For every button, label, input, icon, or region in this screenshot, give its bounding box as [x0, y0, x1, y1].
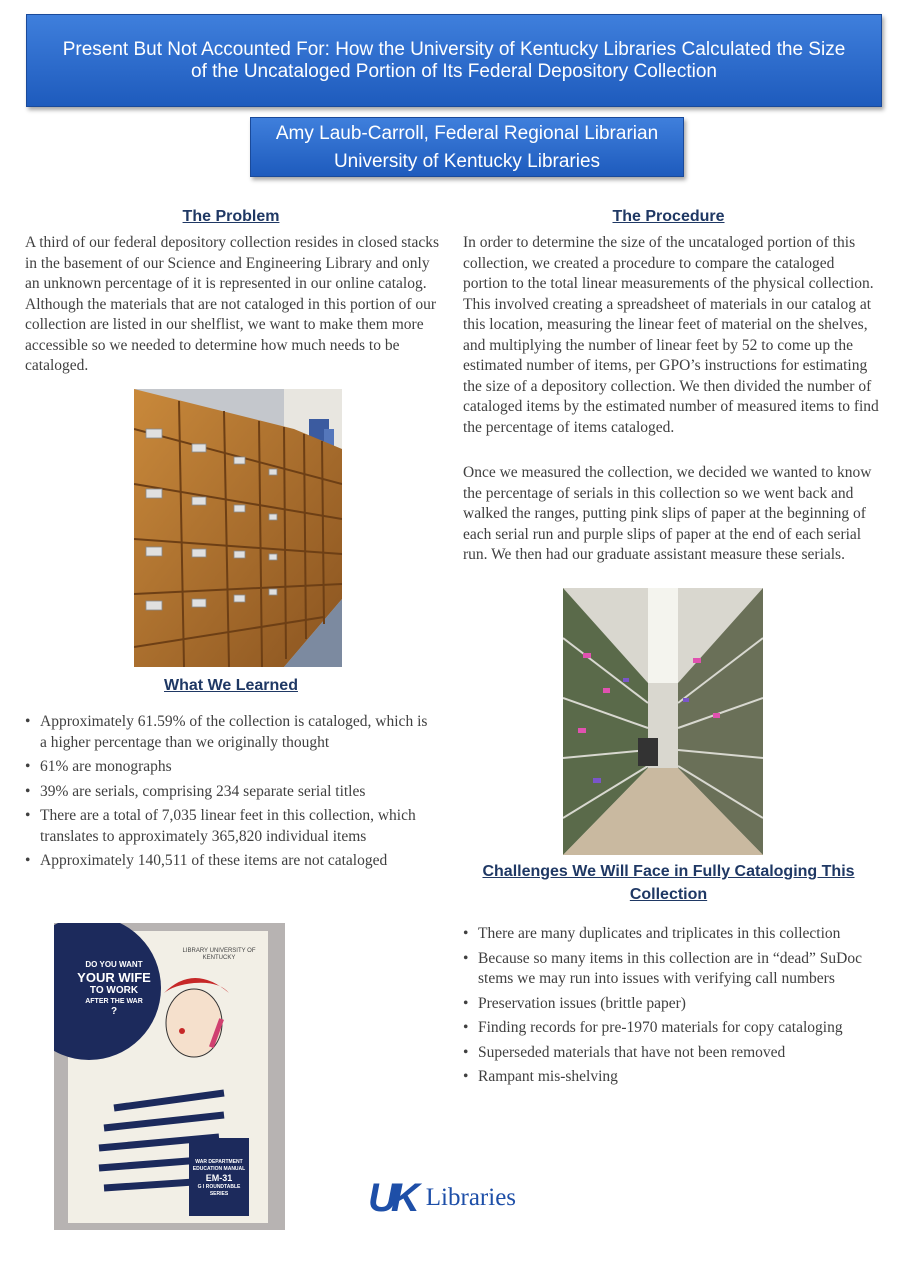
poster-title: Present But Not Accounted For: How the University of Kentucky Libraries Calculated the Size of the Uncataloged Portion of Its Federal Depository Collection	[62, 38, 846, 82]
author-box	[250, 117, 684, 177]
author-name: Amy Laub-Carroll, Federal Regional Librarian	[275, 123, 659, 144]
list-item: • 39% are serials, comprising 234 separate serial titles	[25, 782, 435, 803]
list-item: • There are many duplicates and triplicates in this collection	[463, 924, 873, 945]
pamphlet-manual-label: WAR DEPARTMENT EDUCATION MANUAL EM-31 G I ROUNDTABLE SERIES	[192, 1159, 246, 1197]
uk-logo-mark: UK	[368, 1175, 414, 1220]
list-item: • Superseded materials that have not been removed	[463, 1043, 873, 1064]
list-item: • 61% are monographs	[25, 757, 435, 778]
uk-libraries-logo	[368, 1176, 516, 1220]
procedure-heading: The Procedure	[612, 208, 725, 225]
procedure-text-1: In order to determine the size of the uncataloged portion of this collection, we created a procedure to compare the cataloged portion to the total linear measurements of the physical collection. This involved creating a spreadsheet of materials in our catalog at this location, measuring the linear feet of material on the shelves, and multiplying the number of linear feet by 52 to come up the estimated number of items, per GPO’s instructions for estimating the size of a depository collection. We then divided the number of cataloged items by the estimated number of measured items to find the percentage of items cataloged.	[463, 234, 879, 436]
learned-list	[25, 712, 435, 876]
list-item: • Because so many items in this collection are in “dead” SuDoc stems we may run into issues with verifying call numbers	[463, 949, 873, 990]
library-stacks-photo	[563, 588, 763, 855]
procedure-text-2: Once we measured the collection, we decided we wanted to know the percentage of serials in this collection so we went back and walked the ranges, putting pink slips of paper at the beginning of each serial run and purple slips of paper at the end of each serial run. We then had our graduate assistant measure these serials.	[463, 464, 872, 563]
list-item: • Finding records for pre-1970 materials for copy cataloging	[463, 1018, 873, 1039]
card-catalog-photo	[134, 389, 342, 667]
list-item: • Approximately 140,511 of these items are not cataloged	[25, 851, 435, 872]
list-item: • Rampant mis-shelving	[463, 1067, 873, 1088]
learned-heading: What We Learned	[164, 677, 298, 694]
list-item: • Approximately 61.59% of the collection is cataloged, which is a higher percentage than we originally thought	[25, 712, 435, 753]
list-item: • Preservation issues (brittle paper)	[463, 994, 873, 1015]
uk-logo-text: Libraries	[425, 1184, 517, 1211]
challenges-heading: Challenges We Will Face in Fully Cataloging This Collection	[482, 863, 855, 903]
pamphlet-library-label: LIBRARY UNIVERSITY OF KENTUCKY	[182, 948, 256, 961]
problem-text: A third of our federal depository collection resides in closed stacks in the basement of our Science and Engineering Library and only an unknown percentage of it is represented in our online catalog. Although the materials that are not cataloged in this portion of our collection are listed in our shelflist, we want to make them more accessible so we needed to determine how much needs to be cataloged.	[25, 234, 440, 374]
list-item: • There are a total of 7,035 linear feet in this collection, which translates to approximately 365,820 individual items	[25, 806, 435, 847]
problem-heading: The Problem	[182, 208, 280, 225]
title-banner	[26, 14, 882, 107]
pamphlet-photo	[54, 923, 285, 1230]
author-affiliation: University of Kentucky Libraries	[333, 151, 601, 172]
pamphlet-question: DO YOU WANT YOUR WIFE TO WORK AFTER THE WAR ?	[77, 960, 151, 1017]
challenges-list	[463, 924, 873, 1092]
